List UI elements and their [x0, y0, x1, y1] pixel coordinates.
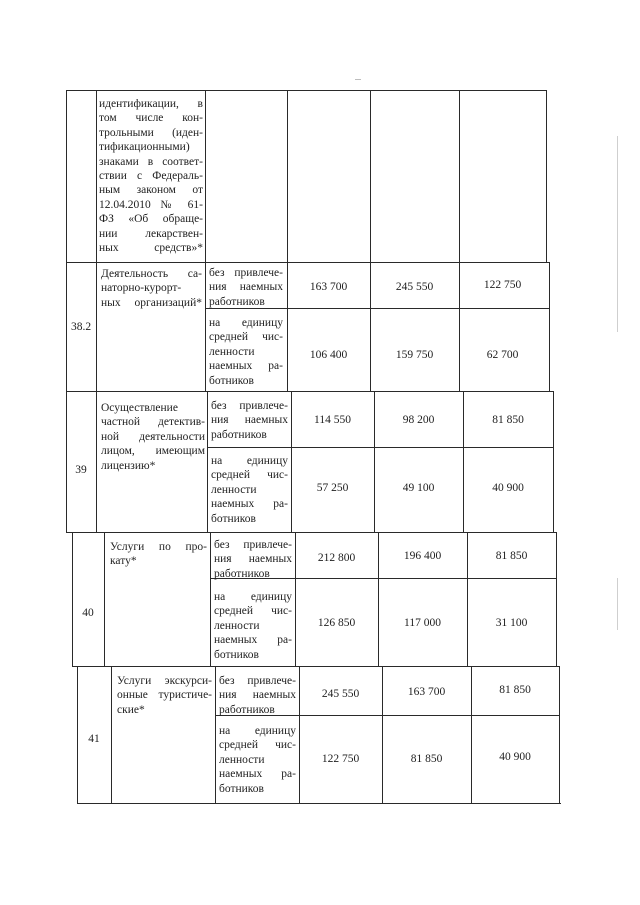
- row-number: 39: [75, 464, 87, 476]
- value-cell: 114 550: [314, 414, 351, 426]
- row-number: 40: [82, 607, 94, 619]
- worker-condition-cell: без привлече- ния наемных работников: [219, 675, 296, 716]
- worker-condition-cell: на единицу средней чис- ленности наемных ра- ботников: [211, 455, 288, 525]
- value-cell: 245 550: [321, 688, 360, 700]
- activity-cell: Услуги экскурси- онные туристиче- ские*: [117, 675, 212, 716]
- value-cell: 81 850: [495, 550, 528, 562]
- value-cell: 163 700: [407, 686, 446, 698]
- value-cell: 196 400: [403, 550, 442, 562]
- worker-condition-cell: без привлече- ния наемных работников: [209, 267, 283, 308]
- value-cell: 245 550: [395, 281, 434, 293]
- row-number: 41: [88, 733, 100, 745]
- activity-cell: Осуществление частной детектив- ной деятельности лицом, имеющим лицензию*: [101, 402, 205, 472]
- worker-condition-cell: на единицу средней чис- ленности наемных ра- ботников: [219, 725, 296, 795]
- activity-cell: Деятельность са- наторно-курорт- ных организаций*: [101, 268, 202, 309]
- value-cell: 212 800: [317, 552, 356, 564]
- value-cell: 122 750: [321, 753, 360, 765]
- value-cell: 62 700: [486, 349, 519, 361]
- worker-condition-cell: на единицу средней чис- ленности наемных ра- ботников: [209, 317, 283, 387]
- activity-cell: идентификации, в том числе кон- трольными (иден- тификационными) знаками в соответ- ствии с Федераль- ным законом от 12.04.2010 № 61- ФЗ «Об обраще- нии лекарствен- ных средств»*: [99, 98, 203, 255]
- value-cell: 98 200: [402, 414, 435, 426]
- value-cell: 106 400: [309, 349, 348, 361]
- value-cell: 57 250: [316, 482, 349, 494]
- value-cell: 31 100: [495, 617, 528, 629]
- value-cell: 159 750: [395, 349, 434, 361]
- row-number: 38.2: [70, 321, 92, 333]
- value-cell: 81 850: [499, 684, 531, 696]
- worker-condition-cell: без привлече- ния наемных работников: [214, 539, 292, 580]
- value-cell: 122 750: [483, 279, 522, 291]
- value-cell: 81 850: [492, 414, 524, 426]
- value-cell: 163 700: [309, 281, 348, 293]
- activity-cell: Услуги по про- кату*: [110, 541, 207, 568]
- value-cell: 49 100: [402, 482, 435, 494]
- scan-edge-line: [617, 578, 618, 630]
- worker-condition-cell: без привлече- ния наемных работников: [211, 400, 288, 441]
- value-cell: 81 850: [410, 753, 443, 765]
- value-cell: 40 900: [492, 482, 524, 494]
- value-cell: 117 000: [404, 617, 441, 629]
- value-cell: 126 850: [317, 617, 356, 629]
- value-cell: 40 900: [499, 751, 531, 763]
- scan-mark: [355, 79, 361, 80]
- worker-condition-cell: на единицу средней чис- ленности наемных ра- ботников: [214, 591, 292, 661]
- scan-edge-line: [617, 136, 618, 332]
